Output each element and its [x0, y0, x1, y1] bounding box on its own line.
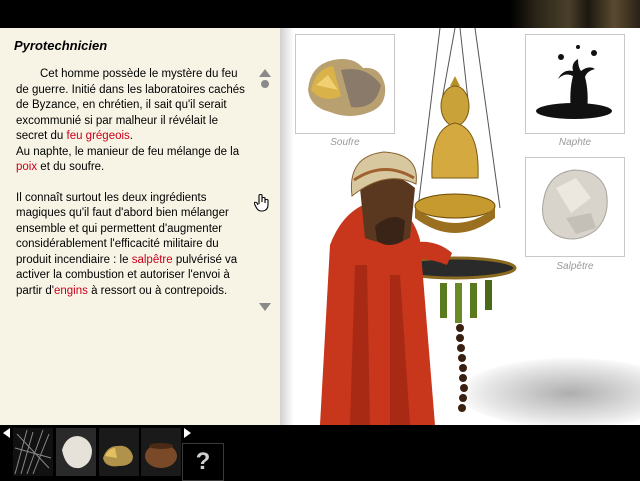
- inventory-slot-salpetre[interactable]: [56, 428, 96, 476]
- sulfur-thumb-icon: [99, 428, 139, 476]
- top-bar: [0, 0, 640, 28]
- text-run: .: [129, 130, 133, 142]
- text-run: Cet homme possède le mystère du feu de guerre. Initié dans les laboratoires cachés de Byzance, en chrétien, il sait qu'il serait excommunié si par malheur il révélait le secret du: [16, 68, 245, 142]
- naphte-caption: Naphte: [558, 137, 592, 148]
- character-description: [16, 67, 252, 299]
- inventory-slot-sketch[interactable]: [13, 428, 53, 476]
- salpetre-thumbnail[interactable]: [525, 157, 625, 257]
- link-feu-gregeois[interactable]: feu grégeois: [66, 130, 130, 142]
- paragraph-2: [16, 145, 252, 176]
- link-poix[interactable]: poix: [16, 161, 38, 173]
- soufre-thumbnail[interactable]: [295, 34, 395, 134]
- inventory-unknown-slot[interactable]: ?: [182, 443, 224, 481]
- link-engins[interactable]: engins: [54, 284, 88, 297]
- sulfur-rock-icon: [296, 35, 394, 133]
- naphtha-splash-icon: [526, 35, 624, 133]
- text-run: à ressort ou à contrepoids.: [87, 284, 228, 297]
- sketch-lines-icon: [13, 428, 53, 476]
- naphte-thumbnail[interactable]: [525, 34, 625, 134]
- character-title: Pyrotechnicien: [14, 38, 108, 53]
- saltpeter-thumb-icon: [56, 428, 96, 476]
- inventory-left-arrow-icon[interactable]: [3, 428, 10, 438]
- text-run: pulvérisé va activer la combustion et autoriser l'envoi à partir d': [16, 253, 238, 297]
- inventory-bar: [0, 425, 640, 480]
- inventory-slot-pot[interactable]: [141, 428, 181, 476]
- panel-shadow: [280, 28, 294, 425]
- scroll-down-arrow-icon[interactable]: [259, 303, 271, 311]
- inventory-right-arrow-icon[interactable]: [184, 428, 191, 438]
- salpetre-caption: Salpêtre: [556, 261, 594, 272]
- text-panel: [0, 28, 280, 425]
- top-scene-strip: [510, 0, 640, 28]
- inventory-slot-soufre[interactable]: [99, 428, 139, 476]
- link-salpetre[interactable]: salpêtre: [131, 253, 173, 266]
- clay-pot-icon: [141, 428, 181, 476]
- hand-cursor-icon: [254, 194, 270, 216]
- scroll-thumb[interactable]: [261, 80, 269, 88]
- paragraph-1: [16, 67, 252, 145]
- text-run: Au naphte, le manieur de feu mélange de la: [16, 145, 240, 158]
- scene-view: [280, 28, 640, 425]
- paragraph-3: [16, 191, 252, 300]
- text-run: et du soufre.: [37, 161, 105, 173]
- saltpeter-rock-icon: [526, 158, 624, 256]
- scroll-up-arrow-icon[interactable]: [259, 69, 271, 77]
- text-run: Il connaît surtout les deux ingrédients magiques qu'il faut d'abord bien mélanger ensemble et qui permettent d'augmenter considérablement l'efficacité militaire du produit incendiaire : le: [16, 191, 229, 266]
- soufre-caption: Soufre: [330, 137, 360, 148]
